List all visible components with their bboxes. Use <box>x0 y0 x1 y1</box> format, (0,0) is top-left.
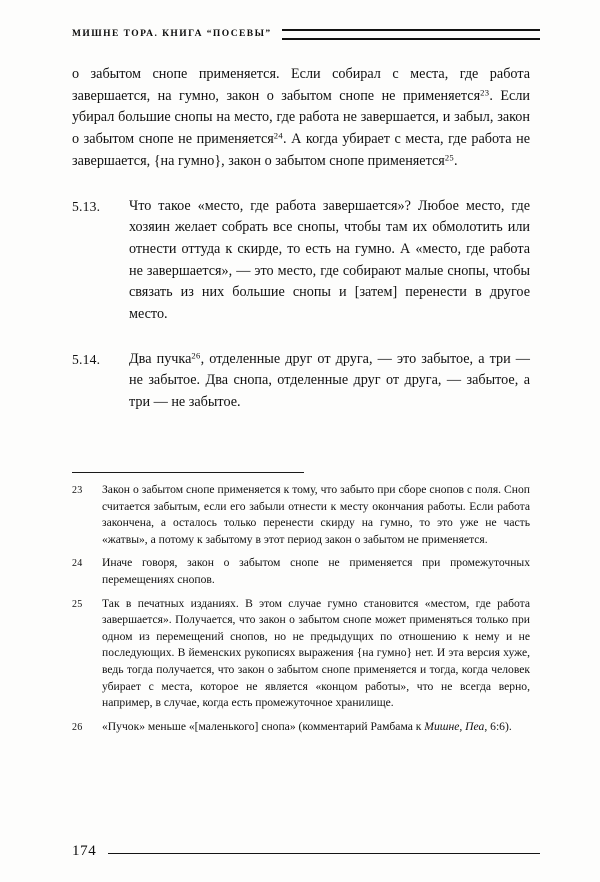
footnote-ref-26: 26 <box>191 350 201 361</box>
continued-paragraph <box>72 64 530 173</box>
footnote-26 <box>72 719 530 737</box>
footnote-24-number: 24 <box>72 558 83 570</box>
footnote-26-citation-title: Мишне, Пеа <box>424 719 485 733</box>
body-column <box>72 64 530 414</box>
running-head-title: МИШНЕ ТОРА. КНИГА “ПОСЕВЫ” <box>72 29 272 39</box>
footnote-26-text <box>102 719 530 737</box>
continued-paragraph-text-2: . Если убирал большие снопы на место, где работа не завершается, и забыл, закон о забытом снопе не применяется <box>72 87 530 148</box>
footnote-24 <box>72 555 530 588</box>
section-5-13-number: 5.13. <box>72 198 101 214</box>
footnote-25 <box>72 596 530 712</box>
page-footer <box>72 843 540 860</box>
footnote-26-number: 26 <box>72 721 83 733</box>
footnote-ref-25: 25 <box>444 152 455 163</box>
continued-paragraph-text-1: о забытом снопе применяется. Если собирал с места, где работа завершается, на гумно, закон о забытом снопе не применяется <box>72 66 530 104</box>
footnote-23-number: 23 <box>72 485 83 496</box>
footnote-ref-23: 23 <box>480 86 490 97</box>
footnote-24-text: Иначе говоря, закон о забытом снопе не применяется при промежуточных перемещениях снопов. <box>102 556 530 586</box>
section-5-13-body <box>129 196 530 326</box>
section-5-13 <box>72 196 530 326</box>
footnote-25-text: Так в печатных изданиях. В этом случае гумно становится «местом, где работа завершается». Получается, что закон о забытом снопе может применяться только при одном из перемещений снопов, но не предыдущих по отношению к нему и не последующих. В йеменских рукописях выражения {на гумно} нет. И эта версия хуже, ведь тогда получается, что закон о забытом снопе применяется и тогда, когда человек убирает с места, которое не является «концом работы», что не всегда верно, например, в случае, когда есть промежуточное хранилище. <box>102 596 530 710</box>
running-head <box>72 28 540 40</box>
section-5-14-text-1: Два пучка <box>129 350 192 367</box>
section-5-14-text-2: , отделенные друг от друга, — это забытое, а три — не забытое. Два снопа, отделенные друг от друга, — забытое, а три — не забытое. <box>129 350 530 411</box>
footnote-23-text: Закон о забытом снопе применяется к тому, что забыто при сборе снопов с поля. Сноп считается забытым, если его забыли отнести к месту окончания работы. Если работа закончена, а осталось только перенести скирду на гумно, то это уже не часть «жатвы», а потому к забытому в этот период закон о забытом не применяется. <box>102 483 530 546</box>
section-5-13-text: Что такое «место, где работа завершается»? Любое место, где хозяин желает собрать все снопы, чтобы там их обмолотить или отнести оттуда к скирде, то есть на гумно. А «место, где работа не завершается», — это место, где собирают малые снопы, чтобы связать из них большие снопы и [затем] перенести в другое место. <box>129 197 530 323</box>
section-5-14-body <box>129 349 530 414</box>
continued-paragraph-text-3: . А когда убирает с места, где работа не завершается, {на гумно}, закон о забытом снопе применяется <box>72 131 530 169</box>
footnote-26-text-2: , 6:6). <box>484 719 512 733</box>
section-5-14 <box>72 349 530 414</box>
continued-paragraph-text-4: . <box>454 152 458 169</box>
page-number: 174 <box>72 843 97 859</box>
page-footer-rule <box>108 853 540 854</box>
footnote-26-text-1: «Пучок» меньше «[маленького] снопа» (комментарий Рамбама к <box>102 719 425 733</box>
running-head-rule <box>282 29 540 40</box>
section-5-14-number: 5.14. <box>72 351 101 367</box>
section-5-14-text <box>129 349 530 414</box>
footnotes-block <box>72 482 530 743</box>
footnote-25-number: 25 <box>72 598 83 610</box>
footnote-ref-24: 24 <box>273 130 283 141</box>
footnote-23 <box>72 482 530 548</box>
footnote-separator-rule <box>72 472 304 473</box>
